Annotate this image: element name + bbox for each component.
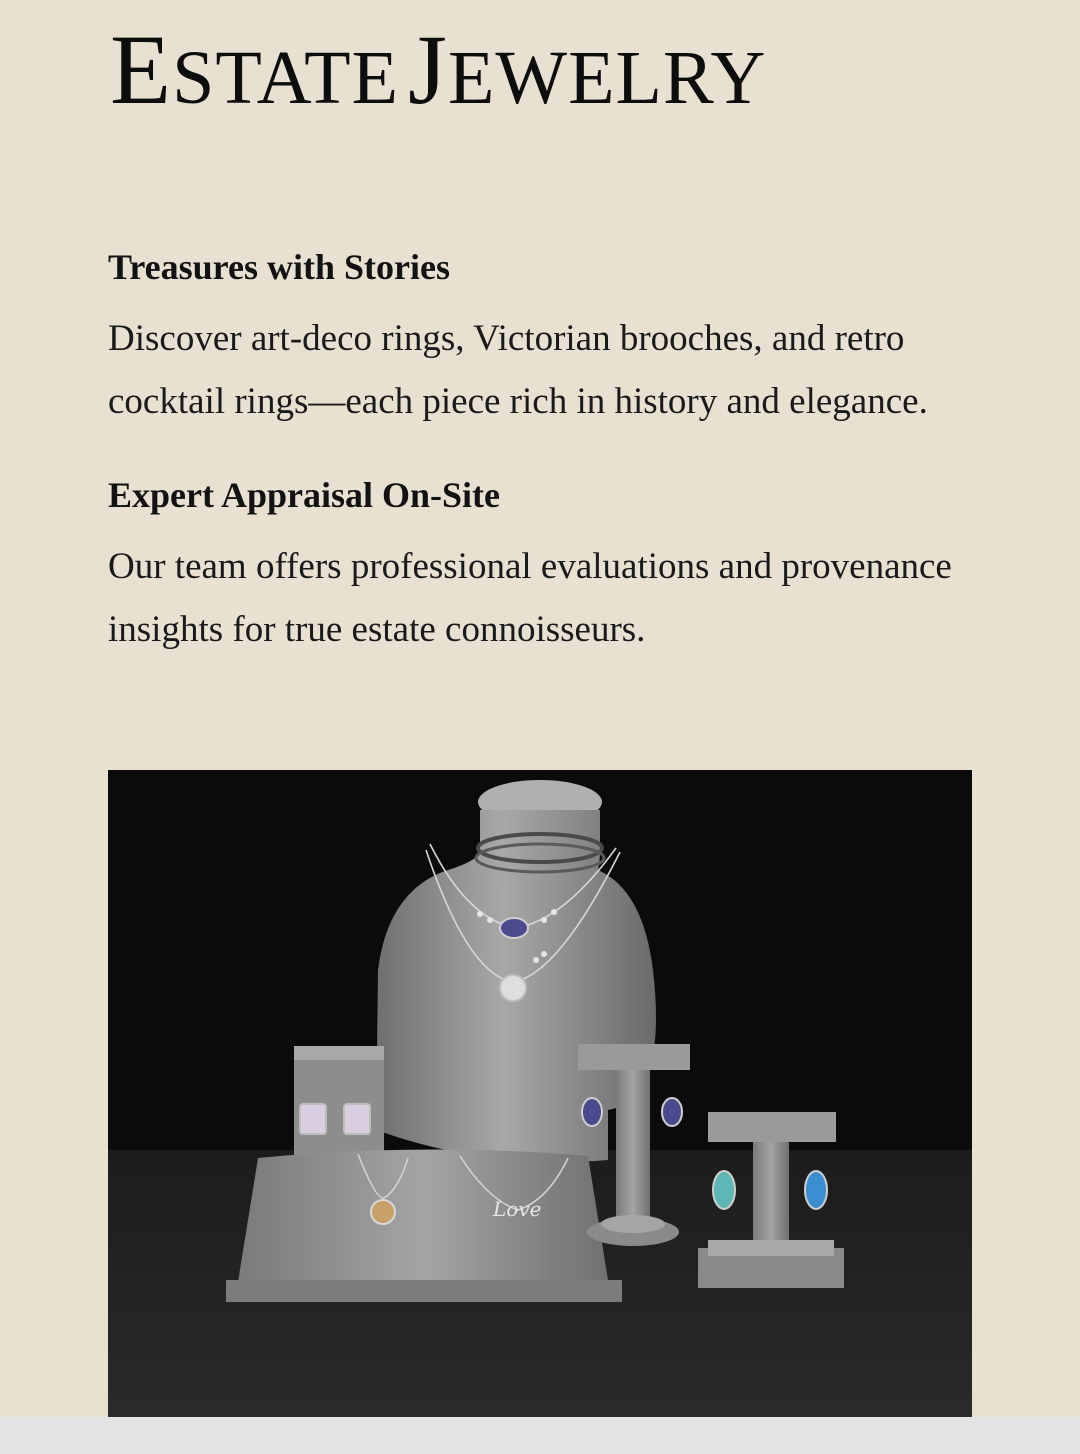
section-body: Our team offers professional evaluations and provenance insights for true estate connoisseurs. — [108, 546, 952, 650]
page-title: ESTATE JEWELRY — [110, 14, 767, 125]
necklace-tray — [226, 1149, 622, 1302]
section-appraisal — [108, 473, 988, 661]
earring-t-stand-right — [698, 1112, 844, 1288]
section-heading: Treasures with Stories — [108, 247, 450, 287]
section-body: Discover art-deco rings, Victorian brooches, and retro cocktail rings—each piece rich in history and elegance. — [108, 318, 928, 422]
bottom-bar — [0, 1417, 1080, 1454]
section-heading: Expert Appraisal On-Site — [108, 475, 501, 515]
jewelry-display-photo — [108, 770, 972, 1417]
left-earring-card — [294, 1046, 384, 1156]
section-treasures — [108, 245, 988, 433]
pendant-script-label: Love — [493, 1197, 542, 1221]
